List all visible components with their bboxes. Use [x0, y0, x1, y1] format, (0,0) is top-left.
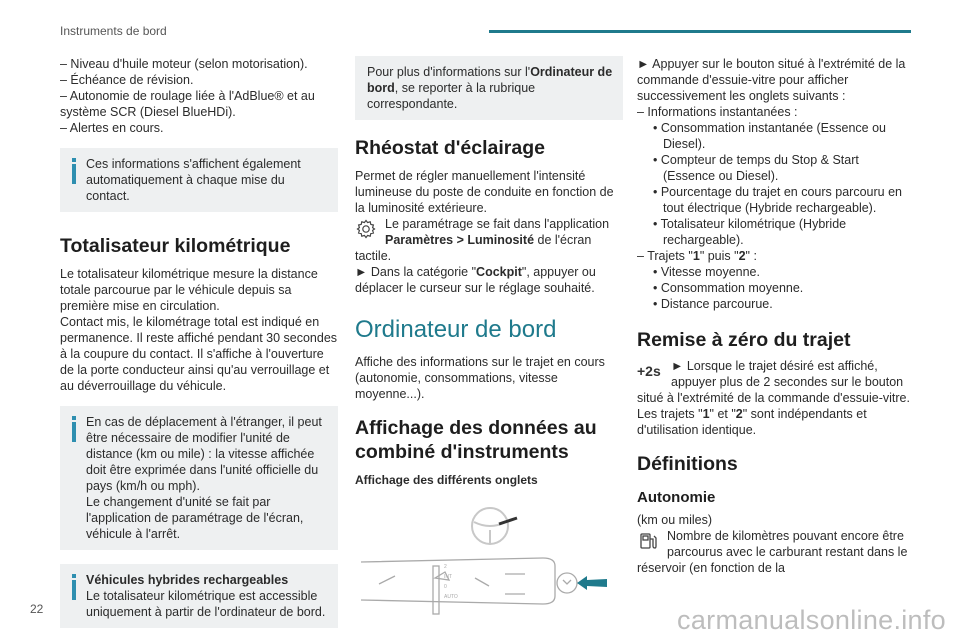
section-heading-totalisateur: Totalisateur kilométrique [60, 235, 291, 257]
section-heading-rheostat: Rhéostat d'éclairage [355, 137, 545, 159]
list-item: – Trajets "1" puis "2" : [637, 249, 757, 263]
column-3 [637, 56, 912, 576]
remise-row [637, 358, 912, 406]
subheading-autonomie: Autonomie [637, 489, 716, 506]
info-icon [69, 416, 79, 444]
list-item: – Autonomie de roulage liée à l'AdBlue® et au système SCR (Diesel BlueHDi). [60, 89, 315, 119]
arrow-icon [577, 576, 607, 590]
section-heading-affichage: Affichage des données au combiné d'instruments [355, 417, 597, 463]
watermark: carmanualsonline.info [677, 605, 946, 635]
paragraph: Le totalisateur kilométrique mesure la distance totale parcourue par le véhicule depuis sa première mise en circulation. [60, 267, 318, 313]
info-box [355, 56, 623, 120]
info-icon [69, 158, 79, 186]
list-item: • Totalisateur kilométrique (Hybride rechargeable). [653, 217, 847, 247]
gear-icon [355, 218, 377, 240]
column-2 [355, 56, 623, 622]
stalk-mark: INT [444, 574, 453, 580]
info-text: Pour plus d'informations sur l'Ordinateur de bord, se reporter à la rubrique correspondante. [367, 65, 613, 111]
list-item: – Niveau d'huile moteur (selon motorisation). [60, 57, 308, 71]
info-text: En cas de déplacement à l'étranger, il peut être nécessaire de modifier l'unité de distance (km ou mile) : la vitesse affichée doit être exprimée dans l'unité officielle du pays (km/h ou mph). [86, 415, 322, 493]
list-item: • Consommation moyenne. [653, 281, 804, 295]
paragraph: ► Appuyer sur le bouton situé à l'extrémité de la commande d'essuie-vitre pour afficher successivement les onglets suivants : [637, 57, 906, 103]
plus-2s-icon [637, 360, 663, 382]
fuel-pump-icon [637, 530, 659, 552]
list-item: • Pourcentage du trajet en cours parcouru en tout électrique (Hybride rechargeable). [653, 185, 902, 215]
list-item: • Vitesse moyenne. [653, 265, 760, 279]
paragraph: Contact mis, le kilométrage total est indiqué en permanence. Il reste affiché pendant 30 secondes à la coupure du contact. Il s'affiche à l'ouverture de la porte conducteur ainsi qu'au verrouillage et au déverrouillage du véhicule. [60, 315, 338, 393]
stalk-mark: 0 [444, 584, 447, 590]
subheading-onglets: Affichage des différents onglets [355, 473, 538, 487]
paragraph: Permet de régler manuellement l'intensité lumineuse du poste de conduite en fonction de la luminosité extérieure. [355, 169, 614, 215]
info-title: Véhicules hybrides rechargeables [86, 573, 289, 587]
section-heading-remise: Remise à zéro du trajet [637, 329, 851, 351]
paragraph: (km ou miles) [637, 513, 713, 527]
paragraph: Affiche des informations sur le trajet en cours (autonomie, consommations, vitesse moyenne...). [355, 355, 605, 401]
list-item: • Consommation instantanée (Essence ou Diesel). [653, 121, 886, 151]
list-item: – Alertes en cours. [60, 121, 164, 135]
list-item: – Échéance de révision. [60, 73, 194, 87]
section-heading-definitions: Définitions [637, 453, 738, 475]
info-box [60, 406, 338, 550]
stalk-mark: 2 [444, 564, 447, 570]
info-text: Le changement d'unité se fait par l'application de paramétrage de l'écran, véhicule à l'arrêt. [86, 495, 304, 541]
paragraph: ► Lorsque le trajet désiré est affiché, appuyer plus de 2 secondes sur le bouton situé à l'extrémité de la commande d'essuie-vitre. [637, 359, 910, 405]
paragraph: Nombre de kilomètres pouvant encore être parcourus avec le carburant restant dans le réservoir (en fonction de la [637, 529, 908, 575]
wiper-stalk-diagram [355, 500, 623, 622]
running-header: Instruments de bord [60, 24, 167, 38]
info-box [60, 564, 338, 628]
column-1 [60, 56, 338, 638]
info-icon [69, 574, 79, 602]
page-number: 22 [30, 602, 44, 616]
info-box [60, 148, 338, 212]
section-heading-ordinateur: Ordinateur de bord [355, 316, 557, 343]
stalk-icon [361, 558, 577, 614]
settings-row [355, 216, 623, 264]
list-item: • Distance parcourue. [653, 297, 773, 311]
stalk-mark: AUTO [444, 594, 458, 600]
paragraph: Le paramétrage se fait dans l'application Paramètres > Luminosité de l'écran tactile. [355, 217, 610, 263]
info-text: Ces informations s'affichent également automatiquement à chaque mise du contact. [86, 157, 301, 203]
list-item: – Informations instantanées : [637, 105, 798, 119]
info-text: Le totalisateur kilométrique est accessible uniquement à partir de l'ordinateur de bord. [86, 589, 326, 619]
list-item: • Compteur de temps du Stop & Start (Essence ou Diesel). [653, 153, 859, 183]
paragraph: ► Dans la catégorie "Cockpit", appuyer ou déplacer le curseur sur le réglage souhaité. [355, 265, 596, 295]
paragraph: Les trajets "1" et "2" sont indépendants et d'utilisation identique. [637, 407, 867, 437]
steering-wheel-icon [472, 508, 508, 544]
autonomie-row [637, 528, 912, 576]
header-rule [489, 30, 911, 33]
remise-icon-label: +2s [637, 363, 661, 379]
